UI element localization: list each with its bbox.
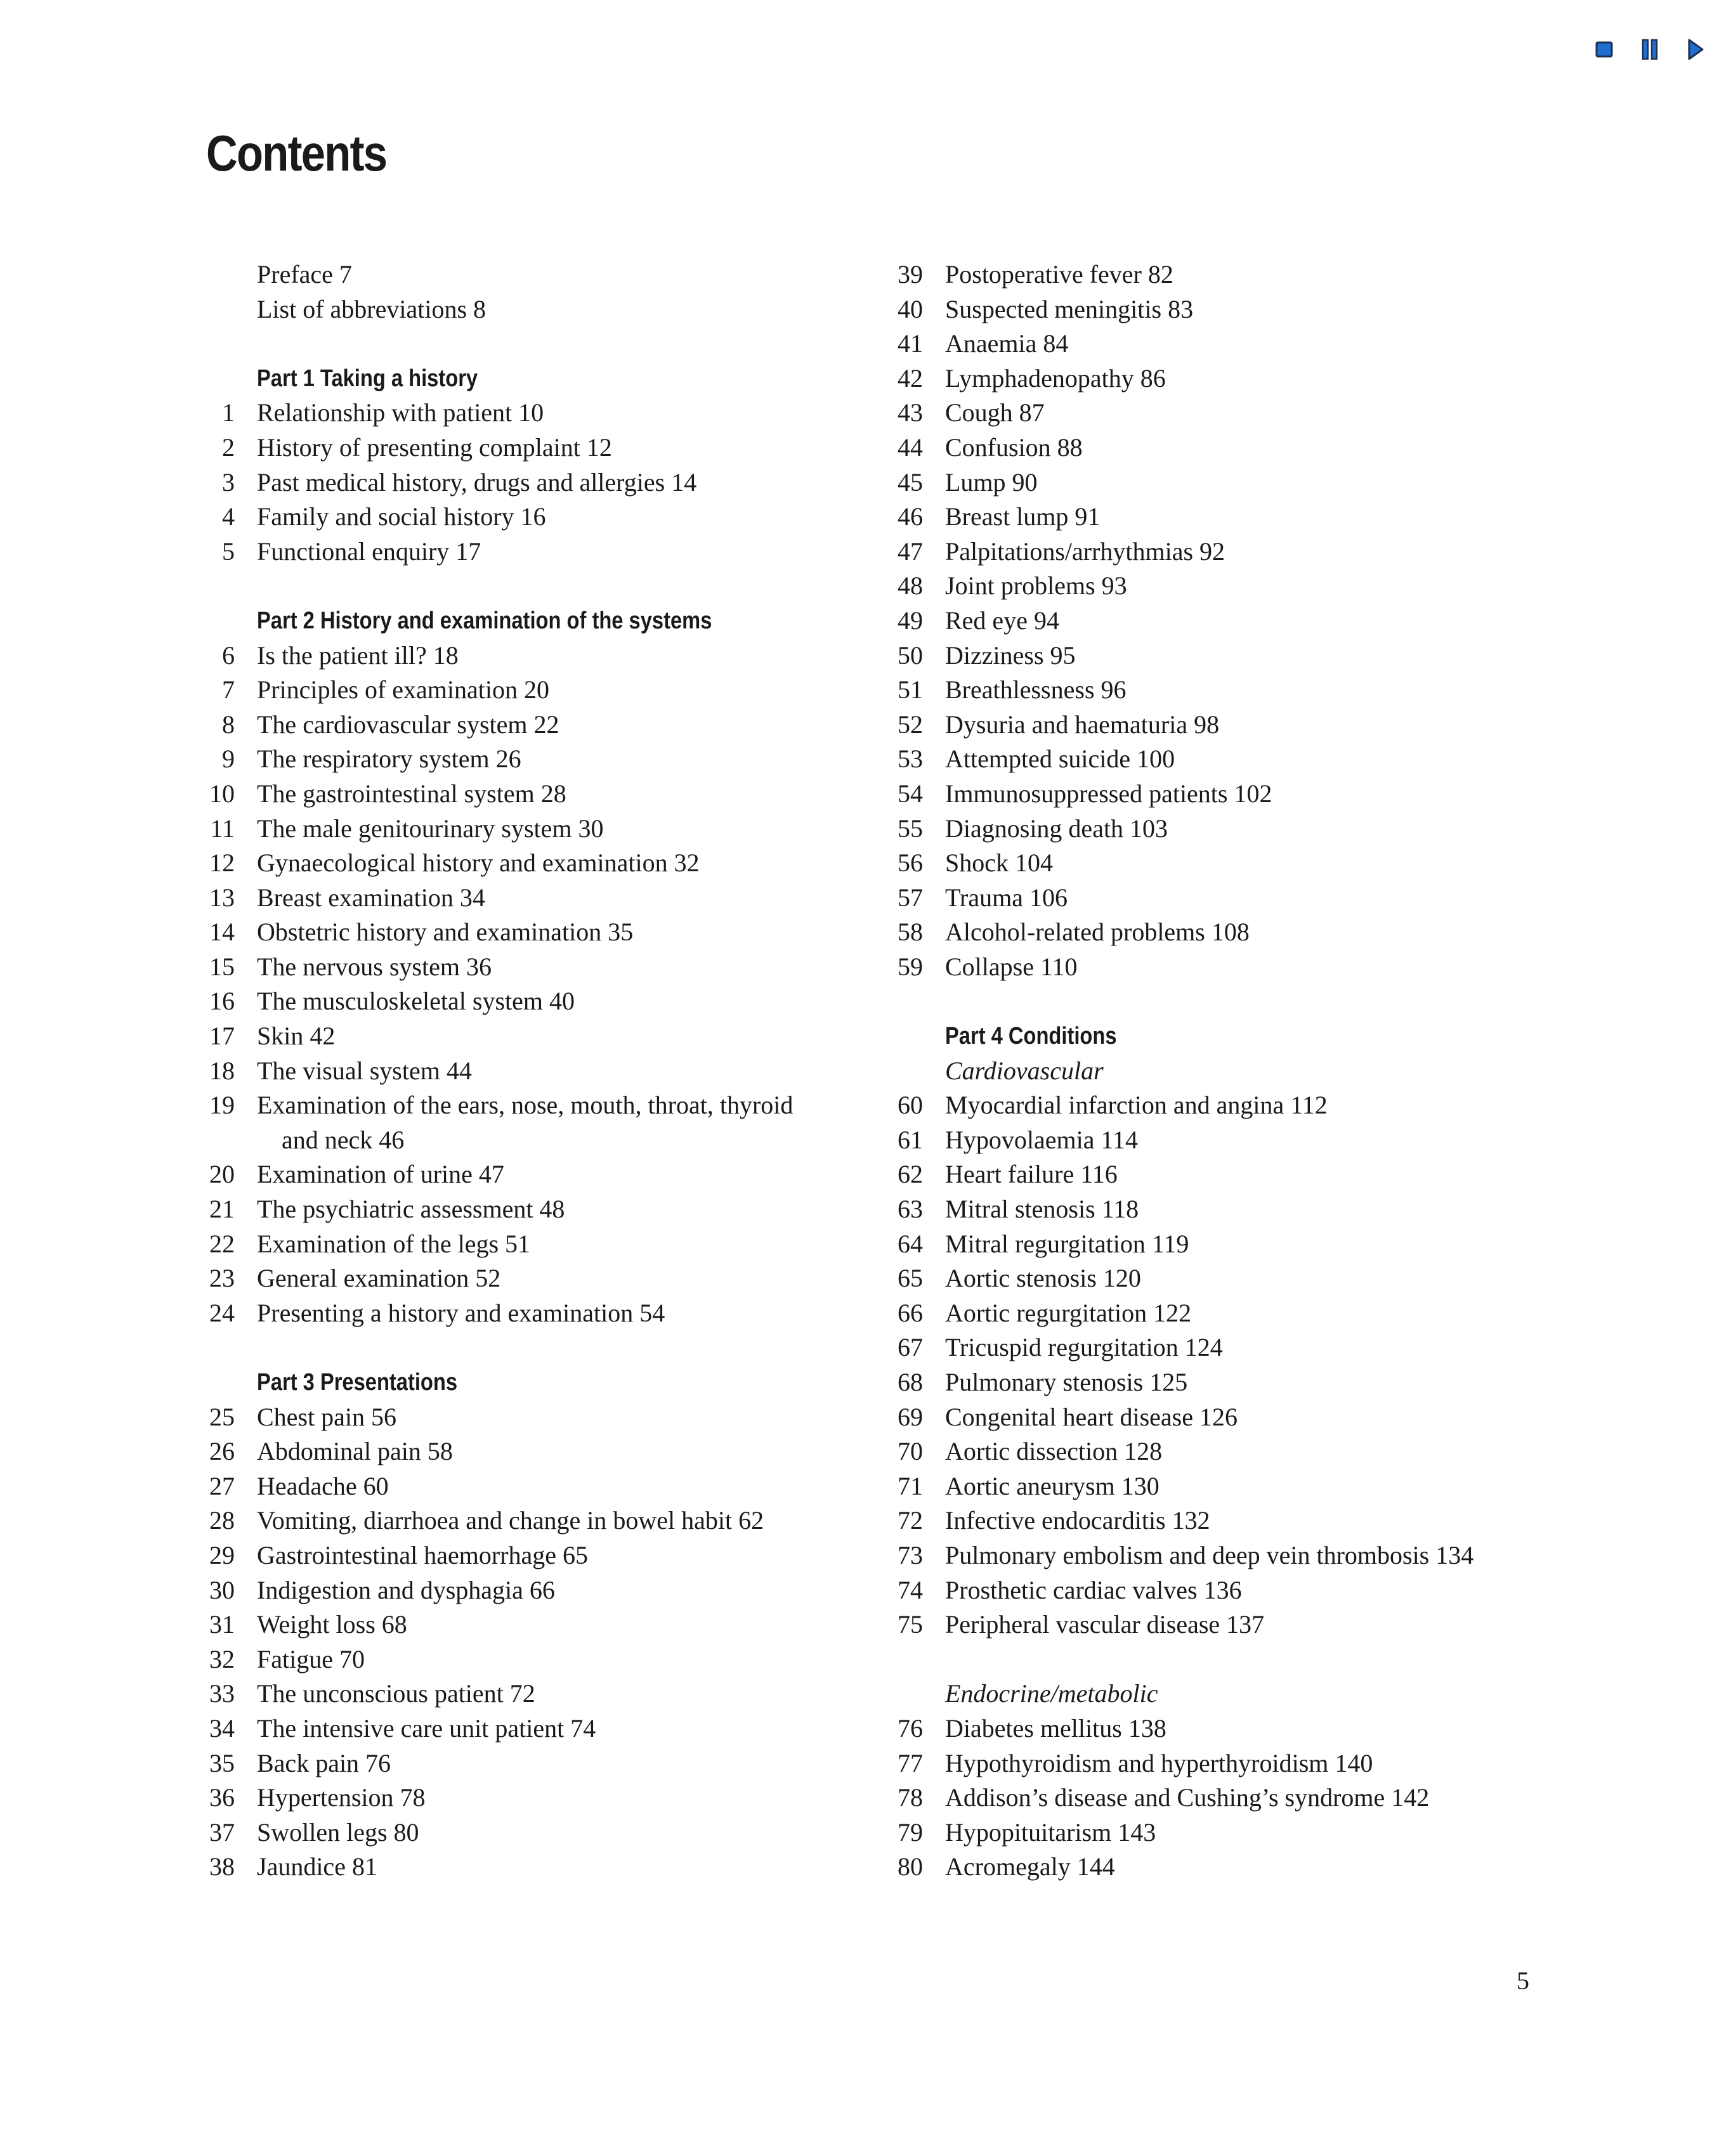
chapter-number: 56 [898, 848, 923, 878]
toc-entry [198, 1296, 896, 1331]
toc-entry [198, 742, 896, 777]
chapter-title: General examination 52 [257, 1264, 501, 1293]
chapter-number: 62 [898, 1160, 923, 1189]
toc-entry [886, 708, 1679, 743]
chapter-title: The intensive care unit patient 74 [257, 1713, 596, 1743]
toc-entry [886, 1157, 1679, 1192]
spacer [198, 569, 896, 604]
chapter-title: Examination of the legs 51 [257, 1229, 531, 1258]
toc-entry [198, 1538, 896, 1573]
chapter-title-continued: and neck 46 [282, 1125, 405, 1154]
toc-entry [886, 915, 1679, 950]
chapter-title: Breathlessness 96 [945, 675, 1127, 705]
chapter-number: 48 [898, 571, 923, 601]
chapter-title: Weight loss 68 [257, 1610, 407, 1639]
toc-entry [886, 950, 1679, 985]
chapter-number: 22 [209, 1229, 235, 1258]
chapter-number: 9 [222, 744, 235, 774]
toc-entry [198, 535, 896, 569]
chapter-number: 36 [209, 1783, 235, 1812]
toc-entry [886, 1573, 1679, 1608]
chapter-title: Infective endocarditis 132 [945, 1506, 1210, 1535]
chapter-title: Palpitations/arrhythmias 92 [945, 536, 1225, 566]
chapter-number: 45 [898, 467, 923, 497]
chapter-title: Collapse 110 [945, 952, 1078, 981]
toc-entry [198, 846, 896, 881]
chapter-number: 75 [898, 1610, 923, 1639]
chapter-number: 78 [898, 1783, 923, 1812]
chapter-title: Chest pain 56 [257, 1402, 396, 1431]
chapter-number: 16 [209, 987, 235, 1016]
chapter-number: 72 [898, 1506, 923, 1535]
spacer [198, 327, 896, 361]
chapter-number: 24 [209, 1298, 235, 1327]
chapter-title: Jaundice 81 [257, 1852, 377, 1881]
toc-entry [198, 1054, 896, 1089]
chapter-title: Examination of urine 47 [257, 1160, 504, 1189]
toc-entry-continuation [198, 1123, 896, 1158]
toc-entry [886, 1469, 1679, 1504]
part-heading [198, 604, 896, 639]
chapter-title: Dizziness 95 [945, 640, 1076, 670]
chapter-title: Headache 60 [257, 1471, 389, 1500]
chapter-number: 67 [898, 1333, 923, 1362]
subheading-title: Cardiovascular [945, 1056, 1104, 1085]
chapter-title: Diabetes mellitus 138 [945, 1713, 1166, 1743]
toc-entry [886, 431, 1679, 465]
chapter-number: 44 [898, 432, 923, 462]
toc-entry [886, 812, 1679, 847]
chapter-title: Myocardial infarction and angina 112 [945, 1091, 1328, 1120]
chapter-title: Swollen legs 80 [257, 1817, 419, 1847]
toc-entry [886, 1850, 1679, 1885]
chapter-number: 32 [209, 1644, 235, 1673]
toc-entry [886, 1746, 1679, 1781]
chapter-number: 52 [898, 710, 923, 739]
toc-entry [198, 1607, 896, 1642]
chapter-title: Cough 87 [945, 398, 1045, 427]
chapter-number: 76 [898, 1713, 923, 1743]
toc-entry [198, 1261, 896, 1296]
chapter-title: The musculoskeletal system 40 [257, 987, 575, 1016]
toc-entry [886, 1815, 1679, 1850]
toc-entry [886, 639, 1679, 673]
chapter-number: 40 [898, 294, 923, 323]
chapter-number: 68 [898, 1368, 923, 1396]
section-subheading [886, 1054, 1679, 1089]
chapter-title: The psychiatric assessment 48 [257, 1195, 565, 1224]
chapter-number: 1 [222, 398, 235, 427]
toc-entry [198, 500, 896, 535]
chapter-title: Prosthetic cardiac valves 136 [945, 1575, 1242, 1604]
toc-entry [198, 1711, 896, 1746]
chapter-number: 70 [898, 1437, 923, 1466]
chapter-number: 74 [898, 1575, 923, 1604]
chapter-title: Heart failure 116 [945, 1160, 1118, 1189]
toc-entry [886, 1781, 1679, 1815]
chapter-number: 61 [898, 1125, 923, 1154]
part-title: Part 4 Conditions [945, 1023, 1117, 1050]
chapter-title: Skin 42 [257, 1022, 336, 1051]
chapter-number: 30 [209, 1575, 235, 1604]
chapter-title: Past medical history, drugs and allergies 14 [257, 467, 697, 497]
chapter-title: Joint problems 93 [945, 571, 1127, 601]
toc-entry [886, 1088, 1679, 1123]
chapter-title: Relationship with patient 10 [257, 398, 544, 427]
stop-icon[interactable] [1593, 37, 1616, 62]
toc-entry [198, 1019, 896, 1054]
toc-entry [198, 396, 896, 431]
chapter-title: Immunosuppressed patients 102 [945, 779, 1272, 808]
chapter-title: The male genitourinary system 30 [257, 814, 604, 843]
page-title: Contents [206, 125, 387, 181]
chapter-number: 3 [222, 467, 235, 497]
toc-entry [886, 777, 1679, 812]
chapter-title: Mitral stenosis 118 [945, 1195, 1139, 1224]
page-number: 5 [1517, 1966, 1529, 1995]
chapter-number: 42 [898, 363, 923, 393]
toc-entry [198, 812, 896, 847]
toc-entry [886, 742, 1679, 777]
toc-entry [198, 1746, 896, 1781]
chapter-number: 79 [898, 1817, 923, 1847]
chapter-number: 57 [898, 883, 923, 912]
chapter-number: 5 [222, 536, 235, 566]
toc-entry [198, 1157, 896, 1192]
chapter-title: Anaemia 84 [945, 329, 1069, 358]
chapter-number: 59 [898, 952, 923, 981]
part-heading [886, 1019, 1679, 1054]
chapter-title: Gynaecological history and examination 32 [257, 848, 700, 878]
chapter-title: The gastrointestinal system 28 [257, 779, 566, 808]
toc-column-left [198, 257, 896, 1885]
chapter-number: 2 [222, 432, 235, 462]
chapter-title: List of abbreviations 8 [257, 294, 487, 323]
chapter-title: Hypertension 78 [257, 1783, 426, 1812]
pause-icon[interactable] [1638, 37, 1661, 62]
toc-entry [886, 1227, 1679, 1262]
chapter-title: Red eye 94 [945, 606, 1059, 635]
toc-entry [886, 1261, 1679, 1296]
chapter-title: Breast examination 34 [257, 883, 485, 912]
chapter-number: 4 [222, 502, 235, 531]
toc-entry [886, 1365, 1679, 1400]
viewer-controls [1593, 37, 1707, 62]
chapter-title: Peripheral vascular disease 137 [945, 1610, 1265, 1639]
play-icon[interactable] [1684, 37, 1707, 62]
chapter-title: Functional enquiry 17 [257, 536, 481, 566]
toc-entry [198, 1677, 896, 1711]
chapter-number: 55 [898, 814, 923, 843]
toc-entry [198, 777, 896, 812]
toc-entry [198, 1434, 896, 1469]
toc-entry [198, 1850, 896, 1885]
chapter-number: 29 [209, 1540, 235, 1569]
chapter-number: 54 [898, 779, 923, 808]
chapter-number: 7 [222, 675, 235, 705]
chapter-number: 28 [209, 1506, 235, 1535]
chapter-number: 8 [222, 710, 235, 739]
toc-entry [198, 1815, 896, 1850]
toc-entry [886, 1330, 1679, 1365]
part-heading [198, 361, 896, 396]
chapter-number: 66 [898, 1298, 923, 1327]
toc-entry [198, 1503, 896, 1538]
toc-entry [886, 465, 1679, 500]
chapter-number: 19 [209, 1091, 235, 1120]
chapter-number: 27 [209, 1471, 235, 1500]
toc-entry [886, 1607, 1679, 1642]
chapter-title: Acromegaly 144 [945, 1852, 1115, 1881]
chapter-title: Back pain 76 [257, 1748, 391, 1777]
toc-entry [198, 1642, 896, 1677]
chapter-title: Aortic dissection 128 [945, 1437, 1163, 1466]
toc-entry [198, 257, 896, 292]
toc-entry [198, 950, 896, 985]
chapter-number: 64 [898, 1229, 923, 1258]
chapter-title: Shock 104 [945, 848, 1053, 878]
chapter-number: 47 [898, 536, 923, 566]
spacer [198, 1330, 896, 1365]
chapter-number: 46 [898, 502, 923, 531]
chapter-number: 60 [898, 1091, 923, 1120]
chapter-title: Family and social history 16 [257, 502, 546, 531]
chapter-title: Vomiting, diarrhoea and change in bowel habit 62 [257, 1506, 764, 1535]
part-title: Part 2 History and examination of the systems [257, 607, 712, 634]
chapter-number: 35 [209, 1748, 235, 1777]
chapter-title: Tricuspid regurgitation 124 [945, 1333, 1223, 1362]
toc-entry [886, 1296, 1679, 1331]
chapter-title: Congenital heart disease 126 [945, 1402, 1238, 1431]
toc-entry [886, 327, 1679, 361]
chapter-title: Obstetric history and examination 35 [257, 918, 634, 947]
part-heading [198, 1365, 896, 1400]
chapter-number: 12 [209, 848, 235, 878]
chapter-title: Trauma 106 [945, 883, 1068, 912]
toc-entry [198, 881, 896, 916]
toc-entry [886, 1192, 1679, 1227]
toc-entry [198, 1469, 896, 1504]
chapter-title: Diagnosing death 103 [945, 814, 1168, 843]
toc-entry [886, 881, 1679, 916]
chapter-title: Presenting a history and examination 54 [257, 1298, 665, 1327]
chapter-title: Attempted suicide 100 [945, 744, 1175, 774]
toc-entry [886, 673, 1679, 708]
chapter-title: Mitral regurgitation 119 [945, 1229, 1189, 1258]
chapter-number: 15 [209, 952, 235, 981]
chapter-number: 10 [209, 779, 235, 808]
toc-entry [198, 1400, 896, 1435]
toc-entry [886, 257, 1679, 292]
chapter-title: Is the patient ill? 18 [257, 640, 459, 670]
chapter-number: 6 [222, 640, 235, 670]
chapter-number: 37 [209, 1817, 235, 1847]
chapter-title: Dysuria and haematuria 98 [945, 710, 1220, 739]
chapter-title: Hypovolaemia 114 [945, 1125, 1139, 1154]
chapter-number: 17 [209, 1022, 235, 1051]
toc-entry [886, 1400, 1679, 1435]
chapter-number: 58 [898, 918, 923, 947]
toc-column-right [886, 257, 1679, 1885]
chapter-title: The respiratory system 26 [257, 744, 521, 774]
toc-entry [198, 639, 896, 673]
chapter-number: 41 [898, 329, 923, 358]
chapter-number: 51 [898, 675, 923, 705]
chapter-title: Addison’s disease and Cushing’s syndrome 142 [945, 1783, 1430, 1812]
chapter-number: 49 [898, 606, 923, 635]
chapter-title: Hypopituitarism 143 [945, 1817, 1156, 1847]
part-title: Part 3 Presentations [257, 1369, 458, 1396]
toc-entry [198, 708, 896, 743]
toc-entry [886, 361, 1679, 396]
spacer [886, 1642, 1679, 1677]
toc-entry [198, 984, 896, 1019]
chapter-number: 73 [898, 1540, 923, 1569]
toc-entry [886, 292, 1679, 327]
toc-entry [886, 535, 1679, 569]
chapter-title: Lump 90 [945, 467, 1038, 497]
toc-entry [198, 1227, 896, 1262]
toc-entry [886, 569, 1679, 604]
chapter-number: 13 [209, 883, 235, 912]
chapter-number: 20 [209, 1160, 235, 1189]
chapter-number: 25 [209, 1402, 235, 1431]
chapter-number: 23 [209, 1264, 235, 1293]
toc-entry [198, 465, 896, 500]
toc-entry [886, 1503, 1679, 1538]
chapter-title: Breast lump 91 [945, 502, 1101, 531]
chapter-number: 65 [898, 1264, 923, 1293]
chapter-title: Alcohol-related problems 108 [945, 918, 1250, 947]
chapter-title: Abdominal pain 58 [257, 1437, 453, 1466]
chapter-title: The visual system 44 [257, 1056, 472, 1085]
toc-entry [198, 1088, 896, 1123]
toc-entry [886, 1538, 1679, 1573]
chapter-title: Fatigue 70 [257, 1644, 365, 1673]
toc-entry [886, 500, 1679, 535]
chapter-number: 50 [898, 640, 923, 670]
chapter-title: Suspected meningitis 83 [945, 294, 1194, 323]
chapter-number: 69 [898, 1402, 923, 1431]
toc-entry [886, 396, 1679, 431]
chapter-number: 31 [209, 1610, 235, 1639]
chapter-title: The unconscious patient 72 [257, 1679, 535, 1708]
chapter-title: Aortic aneurysm 130 [945, 1471, 1159, 1500]
toc-entry [198, 1573, 896, 1608]
chapter-title: The nervous system 36 [257, 952, 492, 981]
chapter-title: The cardiovascular system 22 [257, 710, 559, 739]
chapter-title: Indigestion and dysphagia 66 [257, 1575, 555, 1604]
chapter-number: 26 [209, 1437, 235, 1466]
chapter-title: Pulmonary stenosis 125 [945, 1368, 1188, 1396]
toc-entry [886, 846, 1679, 881]
toc-entry [198, 292, 896, 327]
subheading-title: Endocrine/metabolic [945, 1679, 1158, 1708]
chapter-number: 38 [209, 1852, 235, 1881]
chapter-number: 33 [209, 1679, 235, 1708]
toc-entry [198, 915, 896, 950]
chapter-number: 43 [898, 398, 923, 427]
chapter-title: History of presenting complaint 12 [257, 432, 612, 462]
chapter-number: 63 [898, 1195, 923, 1224]
chapter-number: 34 [209, 1713, 235, 1743]
chapter-title: Aortic stenosis 120 [945, 1264, 1141, 1293]
toc-entry [198, 431, 896, 465]
toc-entry [198, 673, 896, 708]
chapter-number: 77 [898, 1748, 923, 1777]
chapter-number: 18 [209, 1056, 235, 1085]
chapter-title: Lymphadenopathy 86 [945, 363, 1166, 393]
toc-entry [198, 1781, 896, 1815]
chapter-title: Pulmonary embolism and deep vein thrombosis 134 [945, 1540, 1474, 1569]
chapter-title: Preface 7 [257, 260, 352, 289]
chapter-title: Postoperative fever 82 [945, 260, 1173, 289]
chapter-title: Examination of the ears, nose, mouth, throat, thyroid [257, 1091, 794, 1120]
toc-entry [886, 1434, 1679, 1469]
chapter-number: 11 [210, 814, 235, 843]
chapter-number: 53 [898, 744, 923, 774]
chapter-number: 80 [898, 1852, 923, 1881]
toc-entry [886, 1711, 1679, 1746]
chapter-title: Hypothyroidism and hyperthyroidism 140 [945, 1748, 1373, 1777]
toc-entry [886, 1123, 1679, 1158]
chapter-title: Principles of examination 20 [257, 675, 550, 705]
chapter-title: Aortic regurgitation 122 [945, 1298, 1192, 1327]
chapter-number: 71 [898, 1471, 923, 1500]
chapter-number: 14 [209, 918, 235, 947]
toc-entry [198, 1192, 896, 1227]
section-subheading [886, 1677, 1679, 1711]
toc-entry [886, 604, 1679, 639]
chapter-number: 21 [209, 1195, 235, 1224]
chapter-title: Gastrointestinal haemorrhage 65 [257, 1540, 589, 1569]
chapter-number: 39 [898, 260, 923, 289]
part-title: Part 1 Taking a history [257, 365, 478, 392]
spacer [886, 984, 1679, 1019]
chapter-title: Confusion 88 [945, 432, 1083, 462]
